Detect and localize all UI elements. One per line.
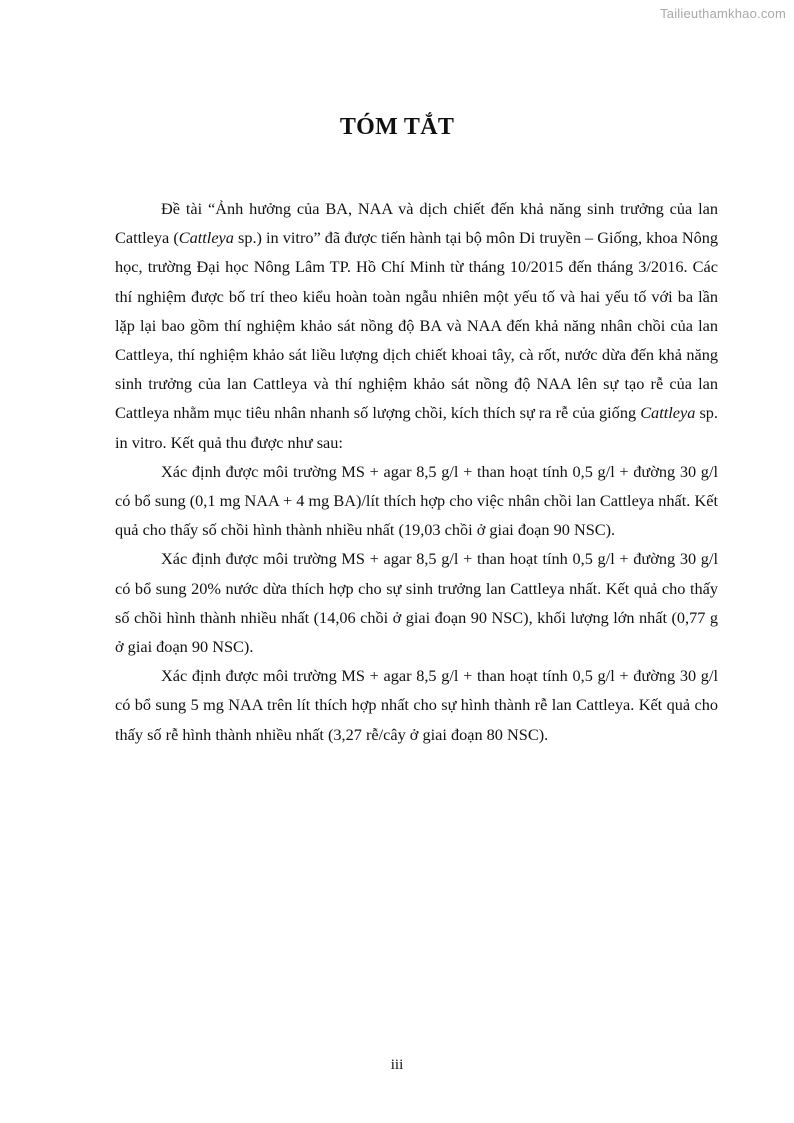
intro-text-3: sp. in vitro. Kết quả thu được như sau: (115, 403, 718, 452)
result-paragraph-2: Xác định được môi trường MS + agar 8,5 g/l + than hoạt tính 0,5 g/l + đường 30 g/l có bổ sung 20% nước dừa thích hợp cho sự sinh trưởng lan Cattleya nhất. Kết quả cho thấy số chồi hình thành nhiều nhất (14,06 chồi ở giai đoạn 90 NSC), khối lượng lớn nhất (0,77 g ở giai đoạn 90 NSC). (115, 549, 718, 657)
watermark-text: Tailieuthamkhao.com (660, 6, 786, 21)
species-name-italic: Cattleya (640, 403, 696, 423)
page-number: iii (390, 1057, 404, 1073)
intro-paragraph (115, 194, 718, 457)
species-name-italic: Cattleya (178, 228, 234, 248)
intro-text-2: sp.) in vitro” đã được tiến hành tại bộ môn Di truyền – Giống, khoa Nông học, trường Đại học Nông Lâm TP. Hồ Chí Minh từ tháng 10/2015 đến tháng 3/2016. Các thí nghiệm được bố trí theo kiểu hoàn toàn ngẫu nhiên một yếu tố và hai yếu tố với ba lần lặp lại bao gồm thí nghiệm khảo sát nồng độ BA và NAA đến khả năng nhân chồi của lan Cattleya, thí nghiệm khảo sát liều lượng dịch chiết khoai tây, cà rốt, nước dừa đến khả năng sinh trưởng của lan Cattleya và thí nghiệm khảo sát nồng độ NAA lên sự tạo rễ của lan Cattleya nhằm mục tiêu nhân nhanh số lượng chồi, kích thích sự ra rễ của giống (115, 228, 719, 423)
result-paragraph-1: Xác định được môi trường MS + agar 8,5 g/l + than hoạt tính 0,5 g/l + đường 30 g/l có bổ sung (0,1 mg NAA + 4 mg BA)/lít thích hợp cho việc nhân chồi lan Cattleya nhất. Kết quả cho thấy số chồi hình thành nhiều nhất (19,03 chồi ở giai đoạn 90 NSC). (115, 461, 718, 540)
intro-text-1: Đề tài “Ảnh hưởng của BA, NAA và dịch chiết đến khả năng sinh trưởng của lan Cattleya ( (115, 199, 718, 248)
result-paragraph-3: Xác định được môi trường MS + agar 8,5 g/l + than hoạt tính 0,5 g/l + đường 30 g/l có bổ sung 5 mg NAA trên lít thích hợp nhất cho sự hình thành rễ lan Cattleya. Kết quả cho thấy số rễ hình thành nhiều nhất (3,27 rễ/cây ở giai đoạn 80 NSC). (115, 666, 718, 744)
page-title: TÓM TẮT (339, 114, 455, 140)
abstract-body (115, 194, 718, 749)
